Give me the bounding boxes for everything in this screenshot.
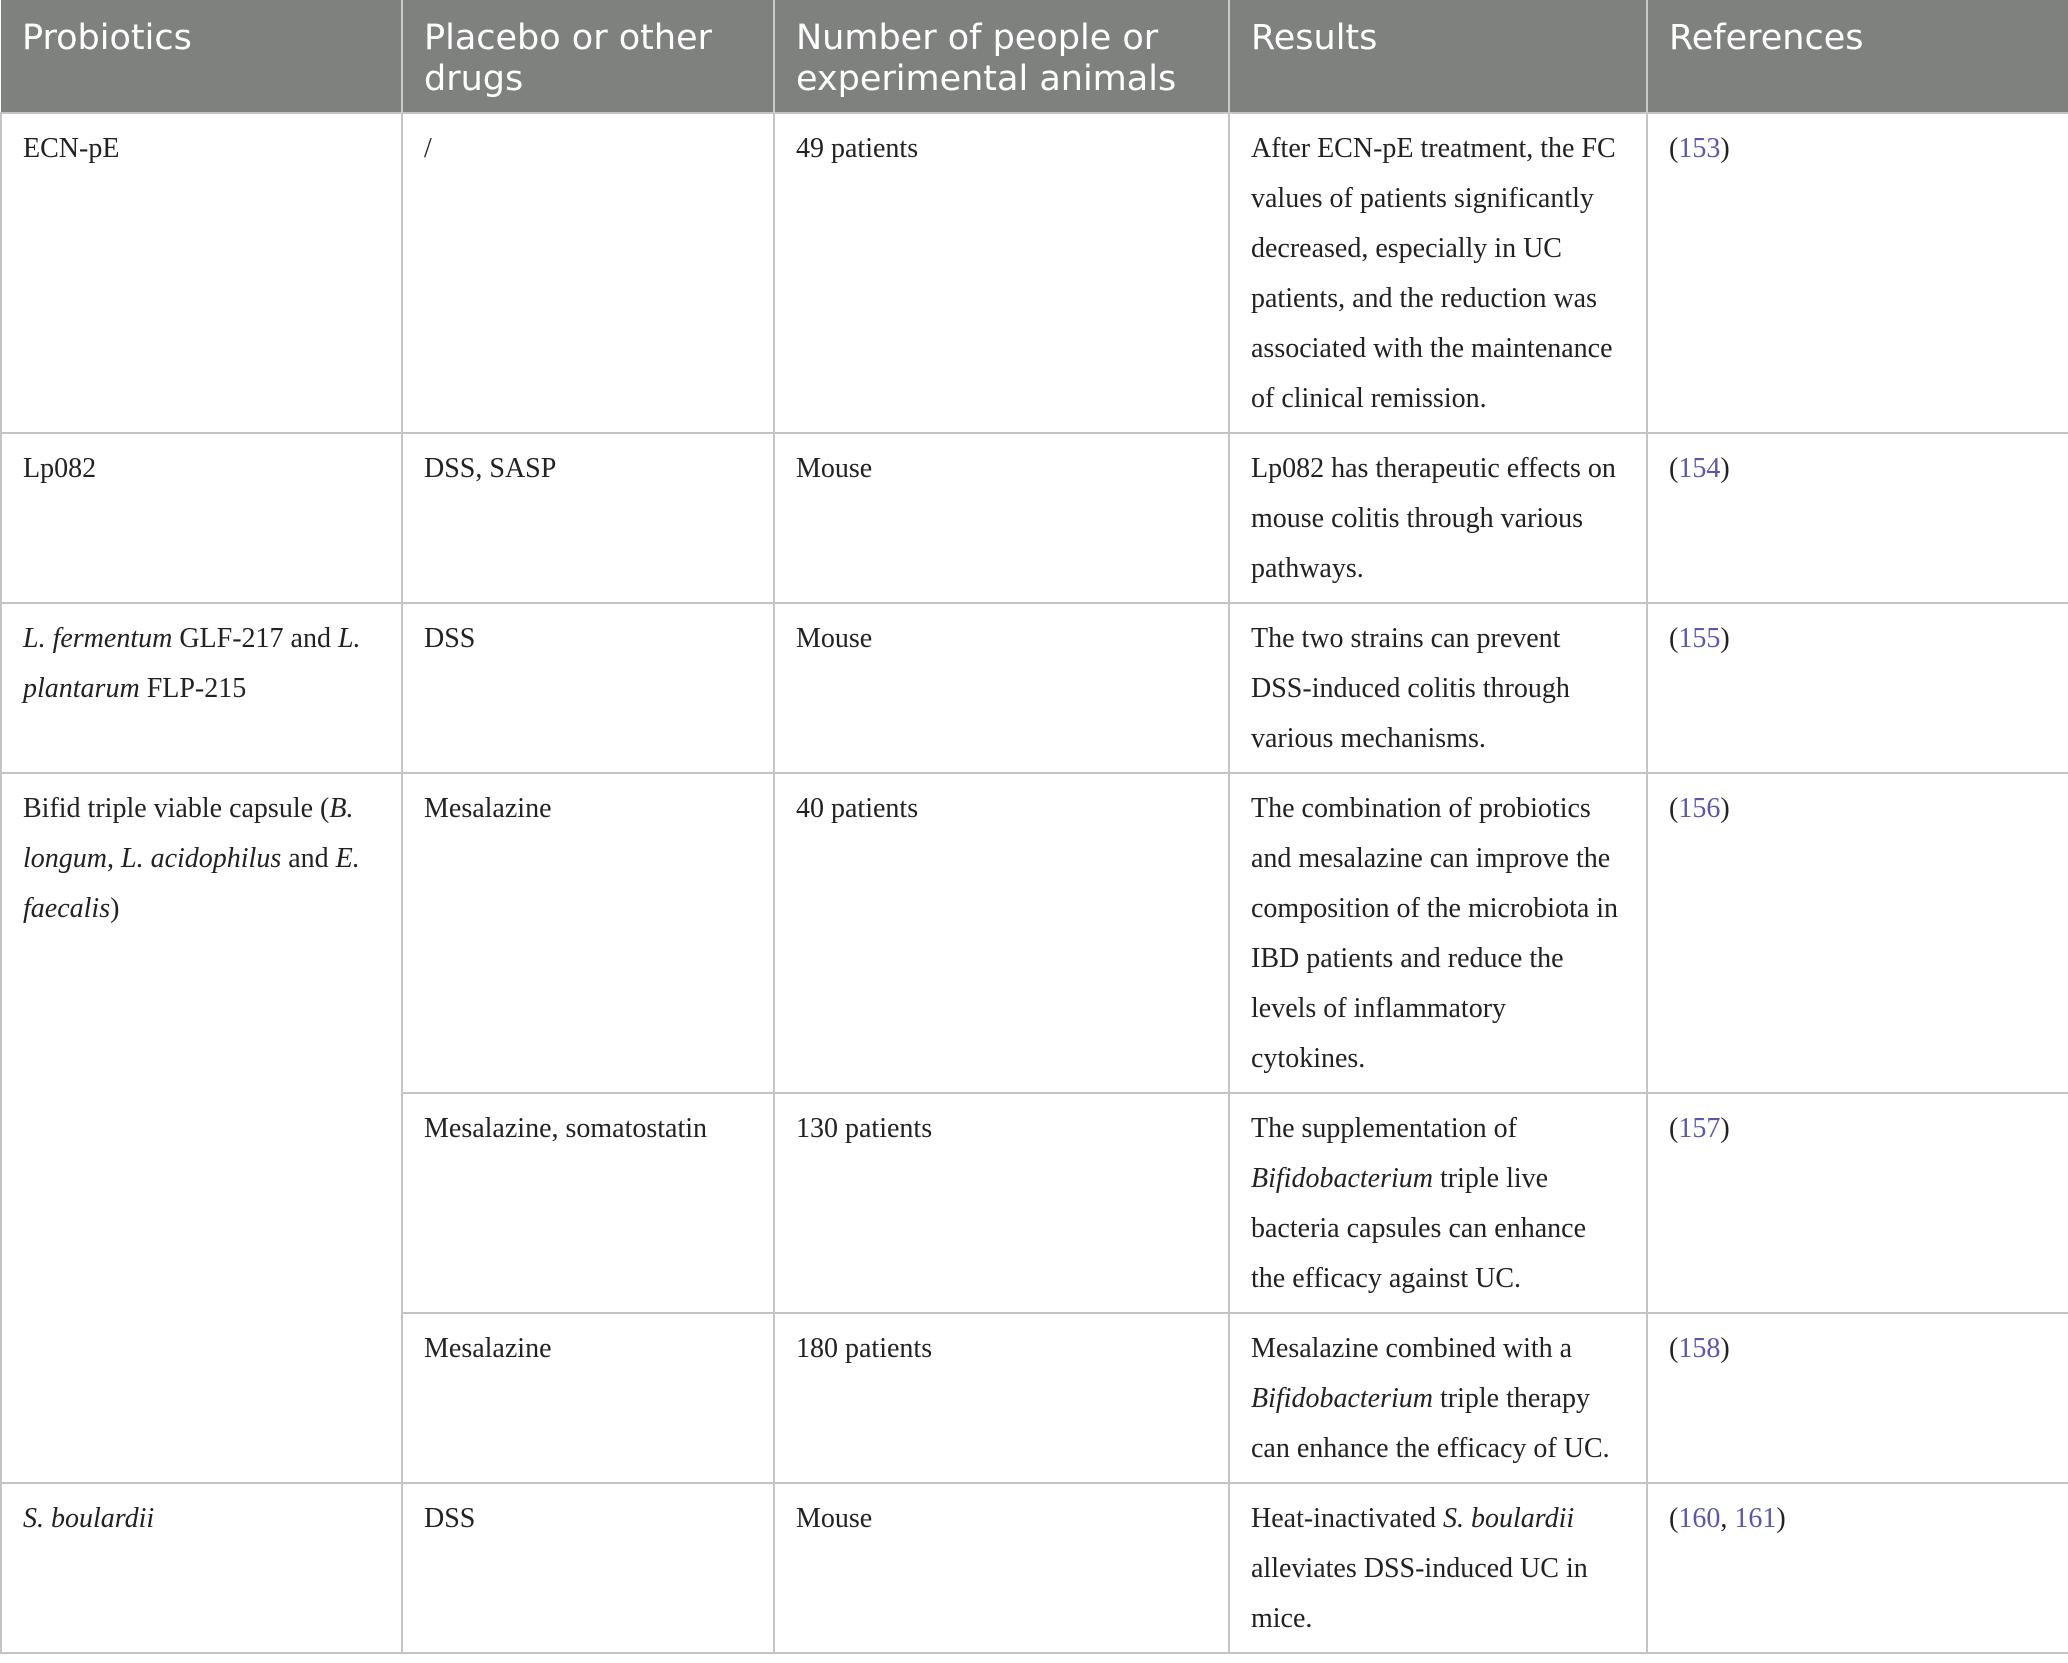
results-text: alleviates DSS-induced UC in mice.: [1251, 1553, 1588, 1634]
reference-link[interactable]: 154: [1678, 453, 1721, 484]
cell-number: 180 patients: [774, 1313, 1229, 1483]
reference-link[interactable]: 158: [1678, 1333, 1721, 1364]
ref-close-paren: ): [1776, 1503, 1786, 1534]
species-name: L. plantarum: [23, 623, 361, 704]
table-body: [1, 113, 2068, 1653]
cell-results: The combination of probiotics and mesalazine can improve the composition of the microbiota in IBD patients and reduce the levels of inflammatory cytokines.: [1229, 773, 1647, 1093]
header-references: References: [1647, 0, 2068, 113]
cell-placebo: Mesalazine: [402, 773, 774, 1093]
ref-open-paren: (: [1669, 1503, 1679, 1534]
cell-references: [1647, 433, 2068, 603]
cell-results: After ECN-pE treatment, the FC values of patients significantly decreased, especially in UC patients, and the reduction was associated with the maintenance of clinical remission.: [1229, 113, 1647, 433]
results-text: Heat-inactivated: [1251, 1503, 1444, 1534]
reference-link[interactable]: 157: [1678, 1113, 1721, 1144]
ref-separator: ,: [1720, 1503, 1735, 1534]
reference-link[interactable]: 160: [1678, 1503, 1721, 1534]
ref-close-paren: ): [1720, 623, 1730, 654]
table-row: [1, 433, 2068, 603]
cell-number: Mouse: [774, 1483, 1229, 1653]
results-text: Mesalazine combined with a: [1251, 1333, 1573, 1364]
cell-number: 40 patients: [774, 773, 1229, 1093]
reference-link[interactable]: 161: [1734, 1503, 1777, 1534]
reference-link[interactable]: 155: [1678, 623, 1721, 654]
ref-close-paren: ): [1720, 1113, 1730, 1144]
ref-close-paren: ): [1720, 133, 1730, 164]
cell-references: [1647, 113, 2068, 433]
species-name: B. longum: [23, 793, 354, 874]
cell-probiotic: Lp082: [1, 433, 402, 603]
strain-text: FLP-215: [139, 673, 247, 704]
table-row: [1, 773, 2068, 1093]
cell-results: [1229, 1483, 1647, 1653]
ref-close-paren: ): [1720, 1333, 1730, 1364]
table-row: [1, 1483, 2068, 1653]
cell-probiotic: [1, 603, 402, 773]
reference-link[interactable]: 156: [1678, 793, 1721, 824]
probiotic-text: and: [281, 843, 336, 874]
cell-number: Mouse: [774, 433, 1229, 603]
ref-open-paren: (: [1669, 1333, 1679, 1364]
ref-open-paren: (: [1669, 133, 1679, 164]
cell-probiotic: [1, 1483, 402, 1653]
species-name: S. boulardii: [23, 1503, 155, 1534]
cell-placebo: Mesalazine: [402, 1313, 774, 1483]
cell-placebo: Mesalazine, somatostatin: [402, 1093, 774, 1313]
cell-placebo: /: [402, 113, 774, 433]
table-header: [1, 0, 2068, 113]
reference-link[interactable]: 153: [1678, 133, 1721, 164]
cell-results: Lp082 has therapeutic effects on mouse colitis through various pathways.: [1229, 433, 1647, 603]
genus-name: Bifidobacterium: [1251, 1383, 1433, 1414]
cell-probiotic: ECN-pE: [1, 113, 402, 433]
species-name: L. acidophilus: [121, 843, 282, 874]
header-placebo: Placebo or other drugs: [402, 0, 774, 113]
header-probiotics: Probiotics: [1, 0, 402, 113]
cell-placebo: DSS: [402, 603, 774, 773]
cell-number: 49 patients: [774, 113, 1229, 433]
header-row: [1, 0, 2068, 113]
species-name: L. fermentum: [23, 623, 173, 654]
cell-results: [1229, 1313, 1647, 1483]
cell-references: [1647, 773, 2068, 1093]
cell-references: [1647, 1313, 2068, 1483]
strain-text: GLF-217 and: [172, 623, 338, 654]
cell-references: [1647, 603, 2068, 773]
results-text: The supplementation of: [1251, 1113, 1517, 1144]
cell-results: The two strains can prevent DSS-induced colitis through various mechanisms.: [1229, 603, 1647, 773]
cell-placebo: DSS: [402, 1483, 774, 1653]
ref-open-paren: (: [1669, 793, 1679, 824]
ref-open-paren: (: [1669, 1113, 1679, 1144]
probiotic-text: ,: [107, 843, 121, 874]
species-name: E. faecalis: [23, 843, 360, 924]
cell-number: 130 patients: [774, 1093, 1229, 1313]
cell-results: [1229, 1093, 1647, 1313]
cell-number: Mouse: [774, 603, 1229, 773]
cell-references: [1647, 1093, 2068, 1313]
genus-name: Bifidobacterium: [1251, 1163, 1433, 1194]
cell-probiotic: [1, 773, 402, 1483]
ref-close-paren: ): [1720, 793, 1730, 824]
species-name: S. boulardii: [1443, 1503, 1575, 1534]
ref-open-paren: (: [1669, 453, 1679, 484]
cell-placebo: DSS, SASP: [402, 433, 774, 603]
ref-close-paren: ): [1720, 453, 1730, 484]
header-number: Number of people or experimental animals: [774, 0, 1229, 113]
cell-references: [1647, 1483, 2068, 1653]
probiotic-text: Bifid triple viable capsule (: [23, 793, 330, 824]
header-results: Results: [1229, 0, 1647, 113]
table-row: [1, 113, 2068, 433]
table-row: [1, 603, 2068, 773]
results-text: triple live bacteria capsules can enhance the efficacy against UC.: [1251, 1163, 1587, 1294]
probiotic-text: ): [110, 893, 120, 924]
ref-open-paren: (: [1669, 623, 1679, 654]
results-text: triple therapy can enhance the efficacy of UC.: [1251, 1383, 1610, 1464]
